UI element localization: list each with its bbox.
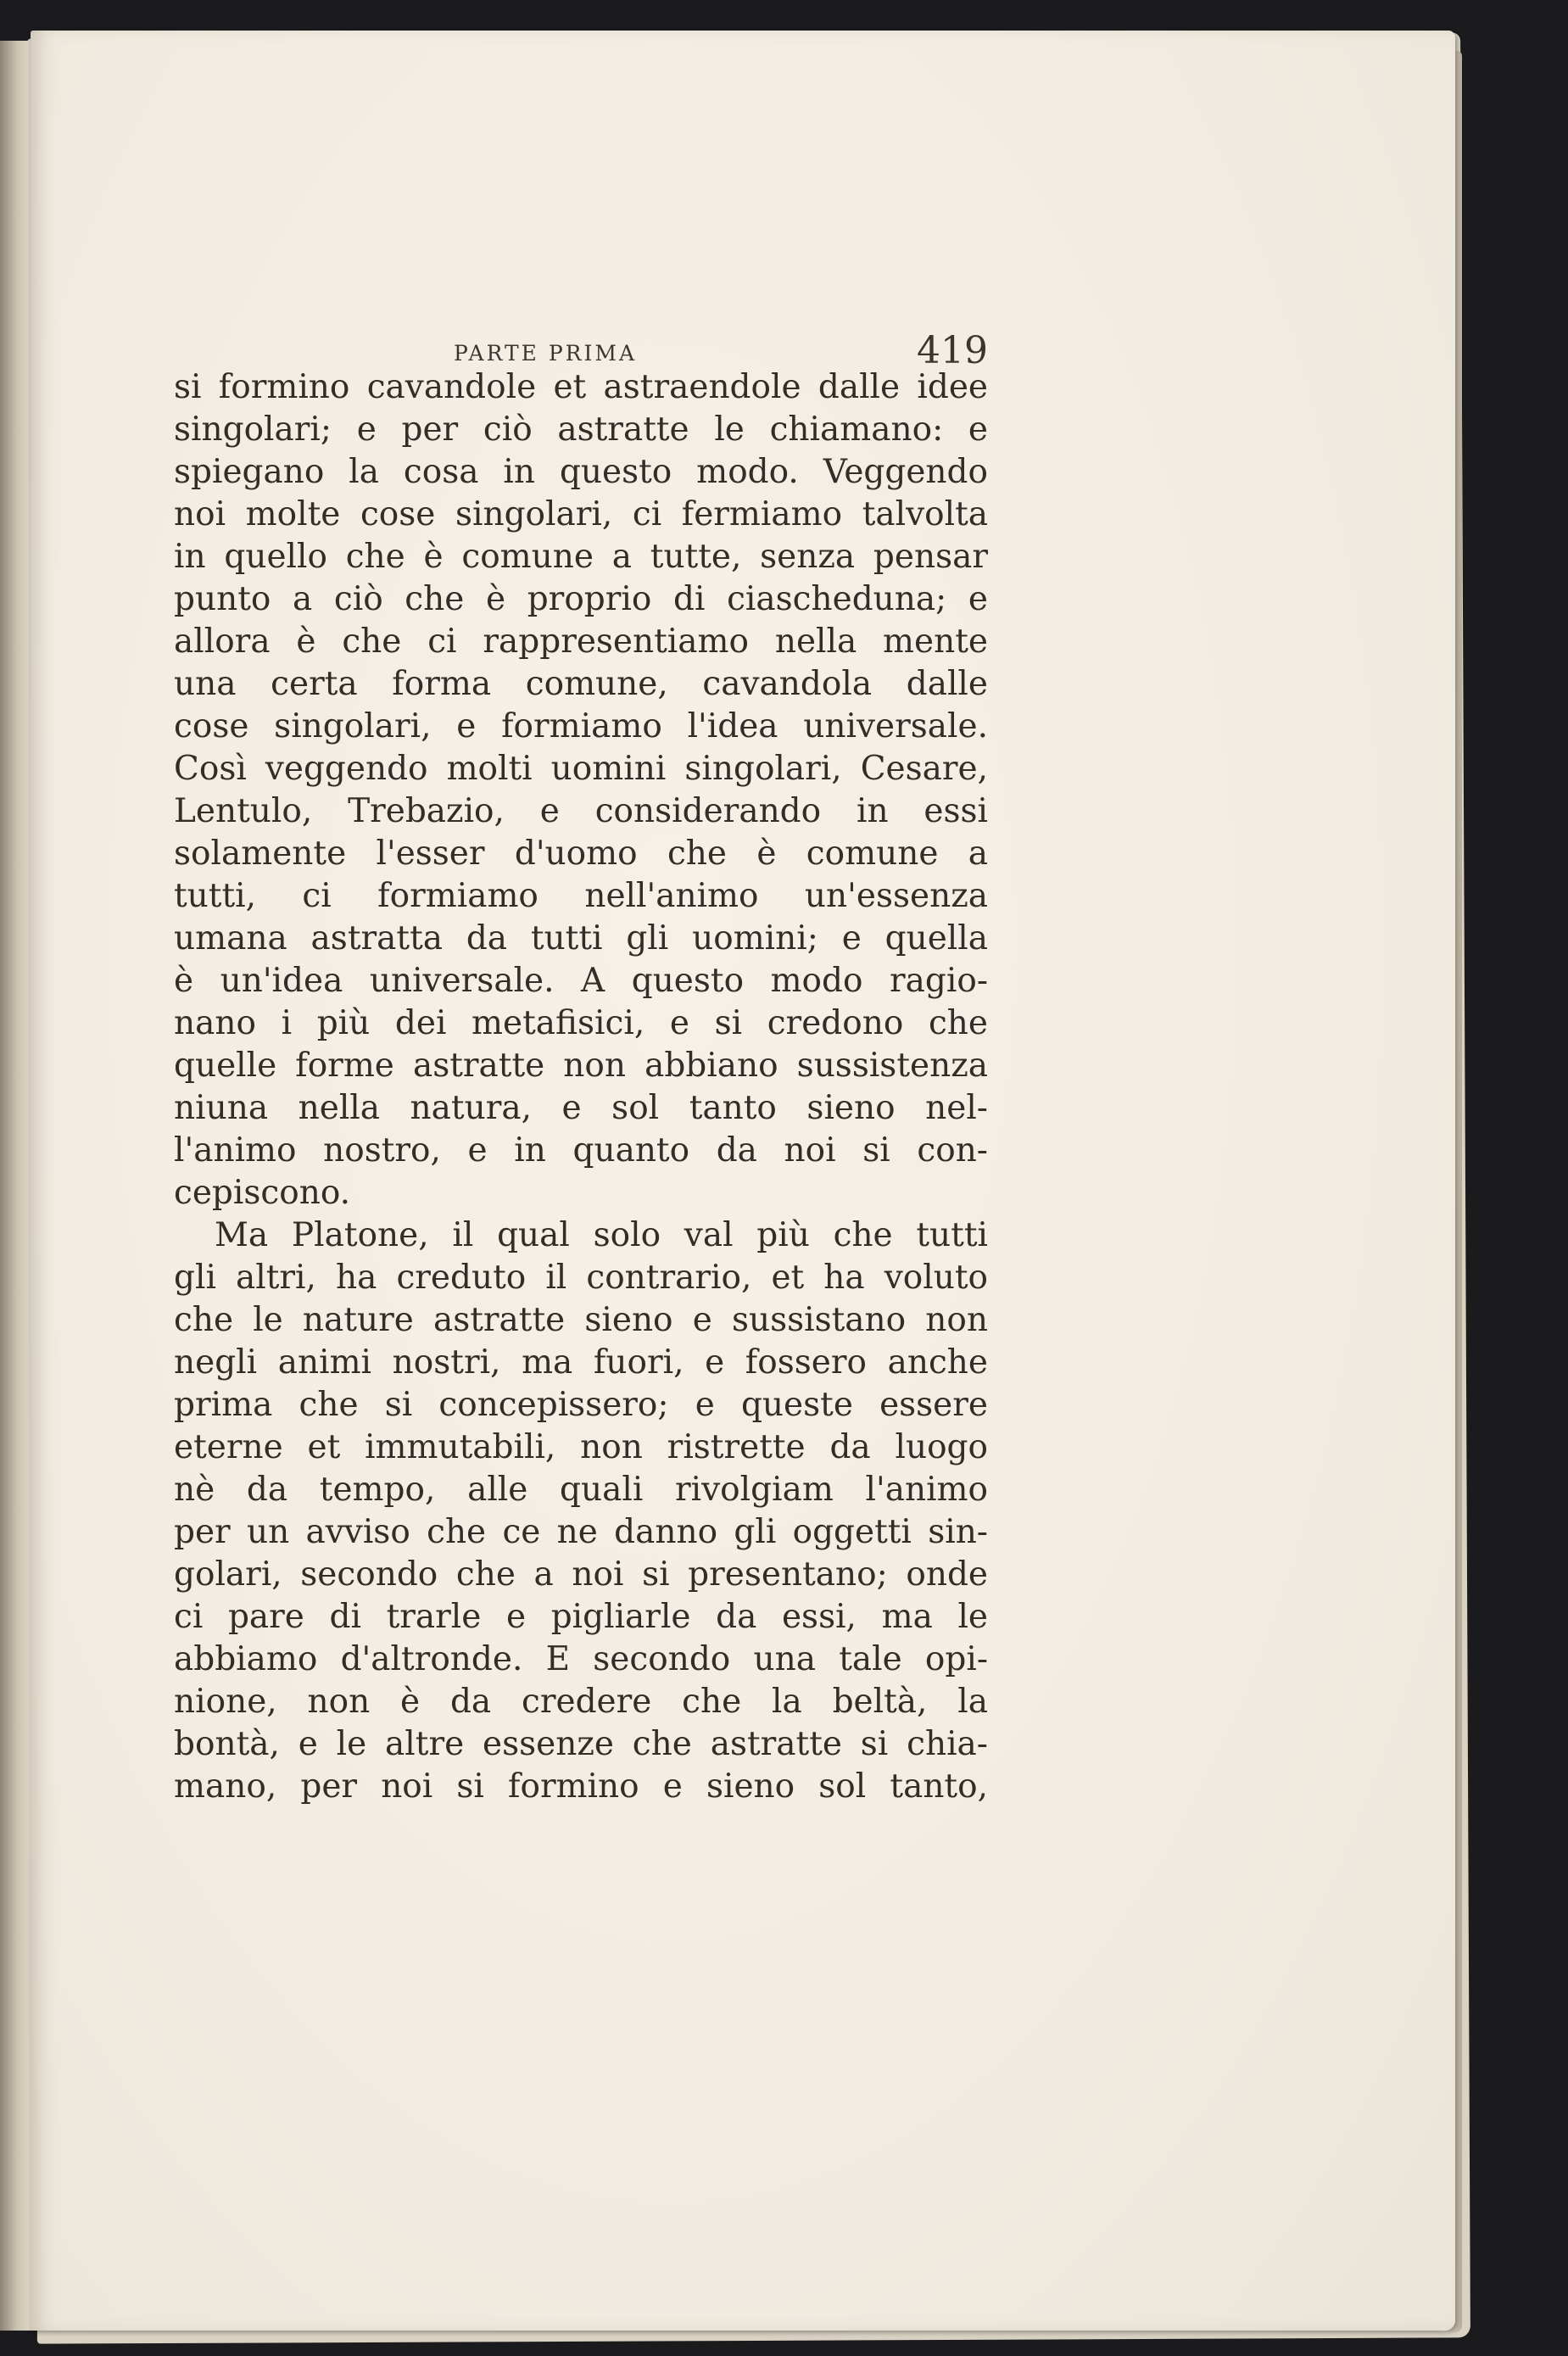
text-line: nione, non è da credere che la beltà, la (174, 1683, 988, 1721)
text-line: negli animi nostri, ma fuori, e fossero anche (174, 1343, 988, 1382)
text-line: punto a ciò che è proprio di ciascheduna; e (174, 580, 988, 618)
text-line: singolari; e per ciò astratte le chiamano: e (174, 410, 988, 449)
page-number: 419 (917, 329, 988, 372)
text-line: niuna nella natura, e sol tanto sieno nel- (174, 1089, 988, 1127)
paragraph-start-line: Ma Platone, il qual solo val più che tutti (215, 1216, 988, 1254)
text-line: per un avviso che ce ne danno gli oggetti sin- (174, 1513, 988, 1551)
text-line: nè da tempo, alle quali rivolgiam l'animo (174, 1471, 988, 1509)
text-line: noi molte cose singolari, ci fermiamo talvolta (174, 495, 988, 533)
text-line: eterne et immutabili, non ristrette da luogo (174, 1428, 988, 1466)
text-line: Lentulo, Trebazio, e considerando in essi (174, 792, 988, 830)
text-line: ci pare di trarle e pigliarle da essi, ma le (174, 1598, 988, 1636)
text-line: abbiamo d'altronde. E secondo una tale opi- (174, 1640, 988, 1678)
text-line: prima che si concepissero; e queste essere (174, 1386, 988, 1424)
text-line: in quello che è comune a tutte, senza pensar (174, 538, 988, 576)
text-line: è un'idea universale. A questo modo ragio- (174, 962, 988, 1000)
text-line: umana astratta da tutti gli uomini; e quella (174, 919, 988, 957)
running-title: PARTE PRIMA (454, 341, 638, 366)
text-line: che le nature astratte sieno e sussistano non (174, 1301, 988, 1339)
paragraph-end-line: cepiscono. (174, 1174, 351, 1212)
text-line: solamente l'esser d'uomo che è comune a (174, 835, 988, 873)
text-line: nano i più dei metafisici, e si credono che (174, 1004, 988, 1042)
text-line: allora è che ci rappresentiamo nella mente (174, 622, 988, 661)
text-line: quelle forme astratte non abbiano sussistenza (174, 1047, 988, 1085)
body-text (174, 366, 988, 1808)
text-line: una certa forma comune, cavandola dalle (174, 665, 988, 703)
text-line: si formino cavandole et astraendole dalle idee (174, 368, 988, 406)
text-line: tutti, ci formiamo nell'animo un'essenza (174, 877, 988, 915)
text-line: gli altri, ha creduto il contrario, et ha voluto (174, 1259, 988, 1297)
text-line: bontà, e le altre essenze che astratte si chia- (174, 1725, 988, 1763)
text-line: spiegano la cosa in questo modo. Veggendo (174, 453, 988, 491)
text-line: mano, per noi si formino e sieno sol tanto, (174, 1767, 988, 1806)
text-line: Così veggendo molti uomini singolari, Cesare, (174, 750, 988, 788)
text-line: cose singolari, e formiamo l'idea universale. (174, 707, 988, 745)
text-line: golari, secondo che a noi si presentano; onde (174, 1555, 988, 1594)
page-header (174, 329, 988, 371)
text-line: l'animo nostro, e in quanto da noi si con- (174, 1131, 988, 1170)
